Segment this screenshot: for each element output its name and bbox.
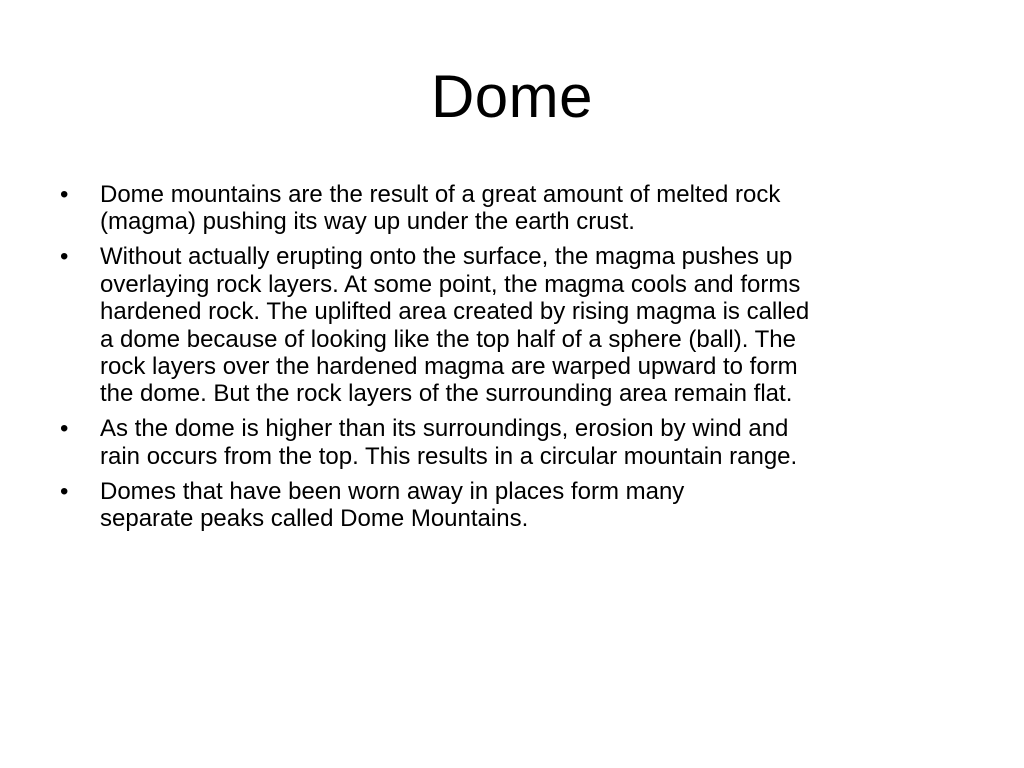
bullet-icon: •: [60, 243, 69, 271]
bullet-text-line: separate peaks called Dome Mountains.: [100, 504, 529, 532]
bullet-text-line: a dome because of looking like the top half of a sphere (ball). The: [100, 325, 796, 353]
bullet-icon: •: [60, 477, 69, 505]
bullet-text-line: Dome mountains are the result of a great amount of melted rock: [100, 181, 781, 208]
bullet-text-line: overlaying rock layers. At some point, the magma cools and forms: [100, 270, 801, 298]
bullet-text-line: Without actually erupting onto the surface, the magma pushes up: [100, 243, 793, 271]
bullet-item: [58, 415, 958, 470]
bullet-text-line: (magma) pushing its way up under the earth crust.: [100, 208, 635, 236]
bullet-list: [58, 181, 958, 540]
bullet-icon: •: [60, 181, 69, 208]
bullet-item: [58, 478, 958, 533]
bullet-text-line: hardened rock. The uplifted area created by rising magma is called: [100, 298, 810, 326]
slide-title: Dome: [430, 63, 594, 130]
bullet-text-line: As the dome is higher than its surroundings, erosion by wind and: [100, 415, 789, 443]
bullet-item: [58, 243, 958, 407]
bullet-text-line: rain occurs from the top. This results in a circular mountain range.: [100, 442, 798, 470]
bullet-text-line: Domes that have been worn away in places form many: [100, 477, 685, 505]
bullet-text-line: the dome. But the rock layers of the surrounding area remain flat.: [100, 380, 793, 408]
bullet-icon: •: [60, 415, 69, 443]
bullet-text-line: rock layers over the hardened magma are warped upward to form: [100, 352, 798, 380]
bullet-item: [58, 181, 958, 236]
